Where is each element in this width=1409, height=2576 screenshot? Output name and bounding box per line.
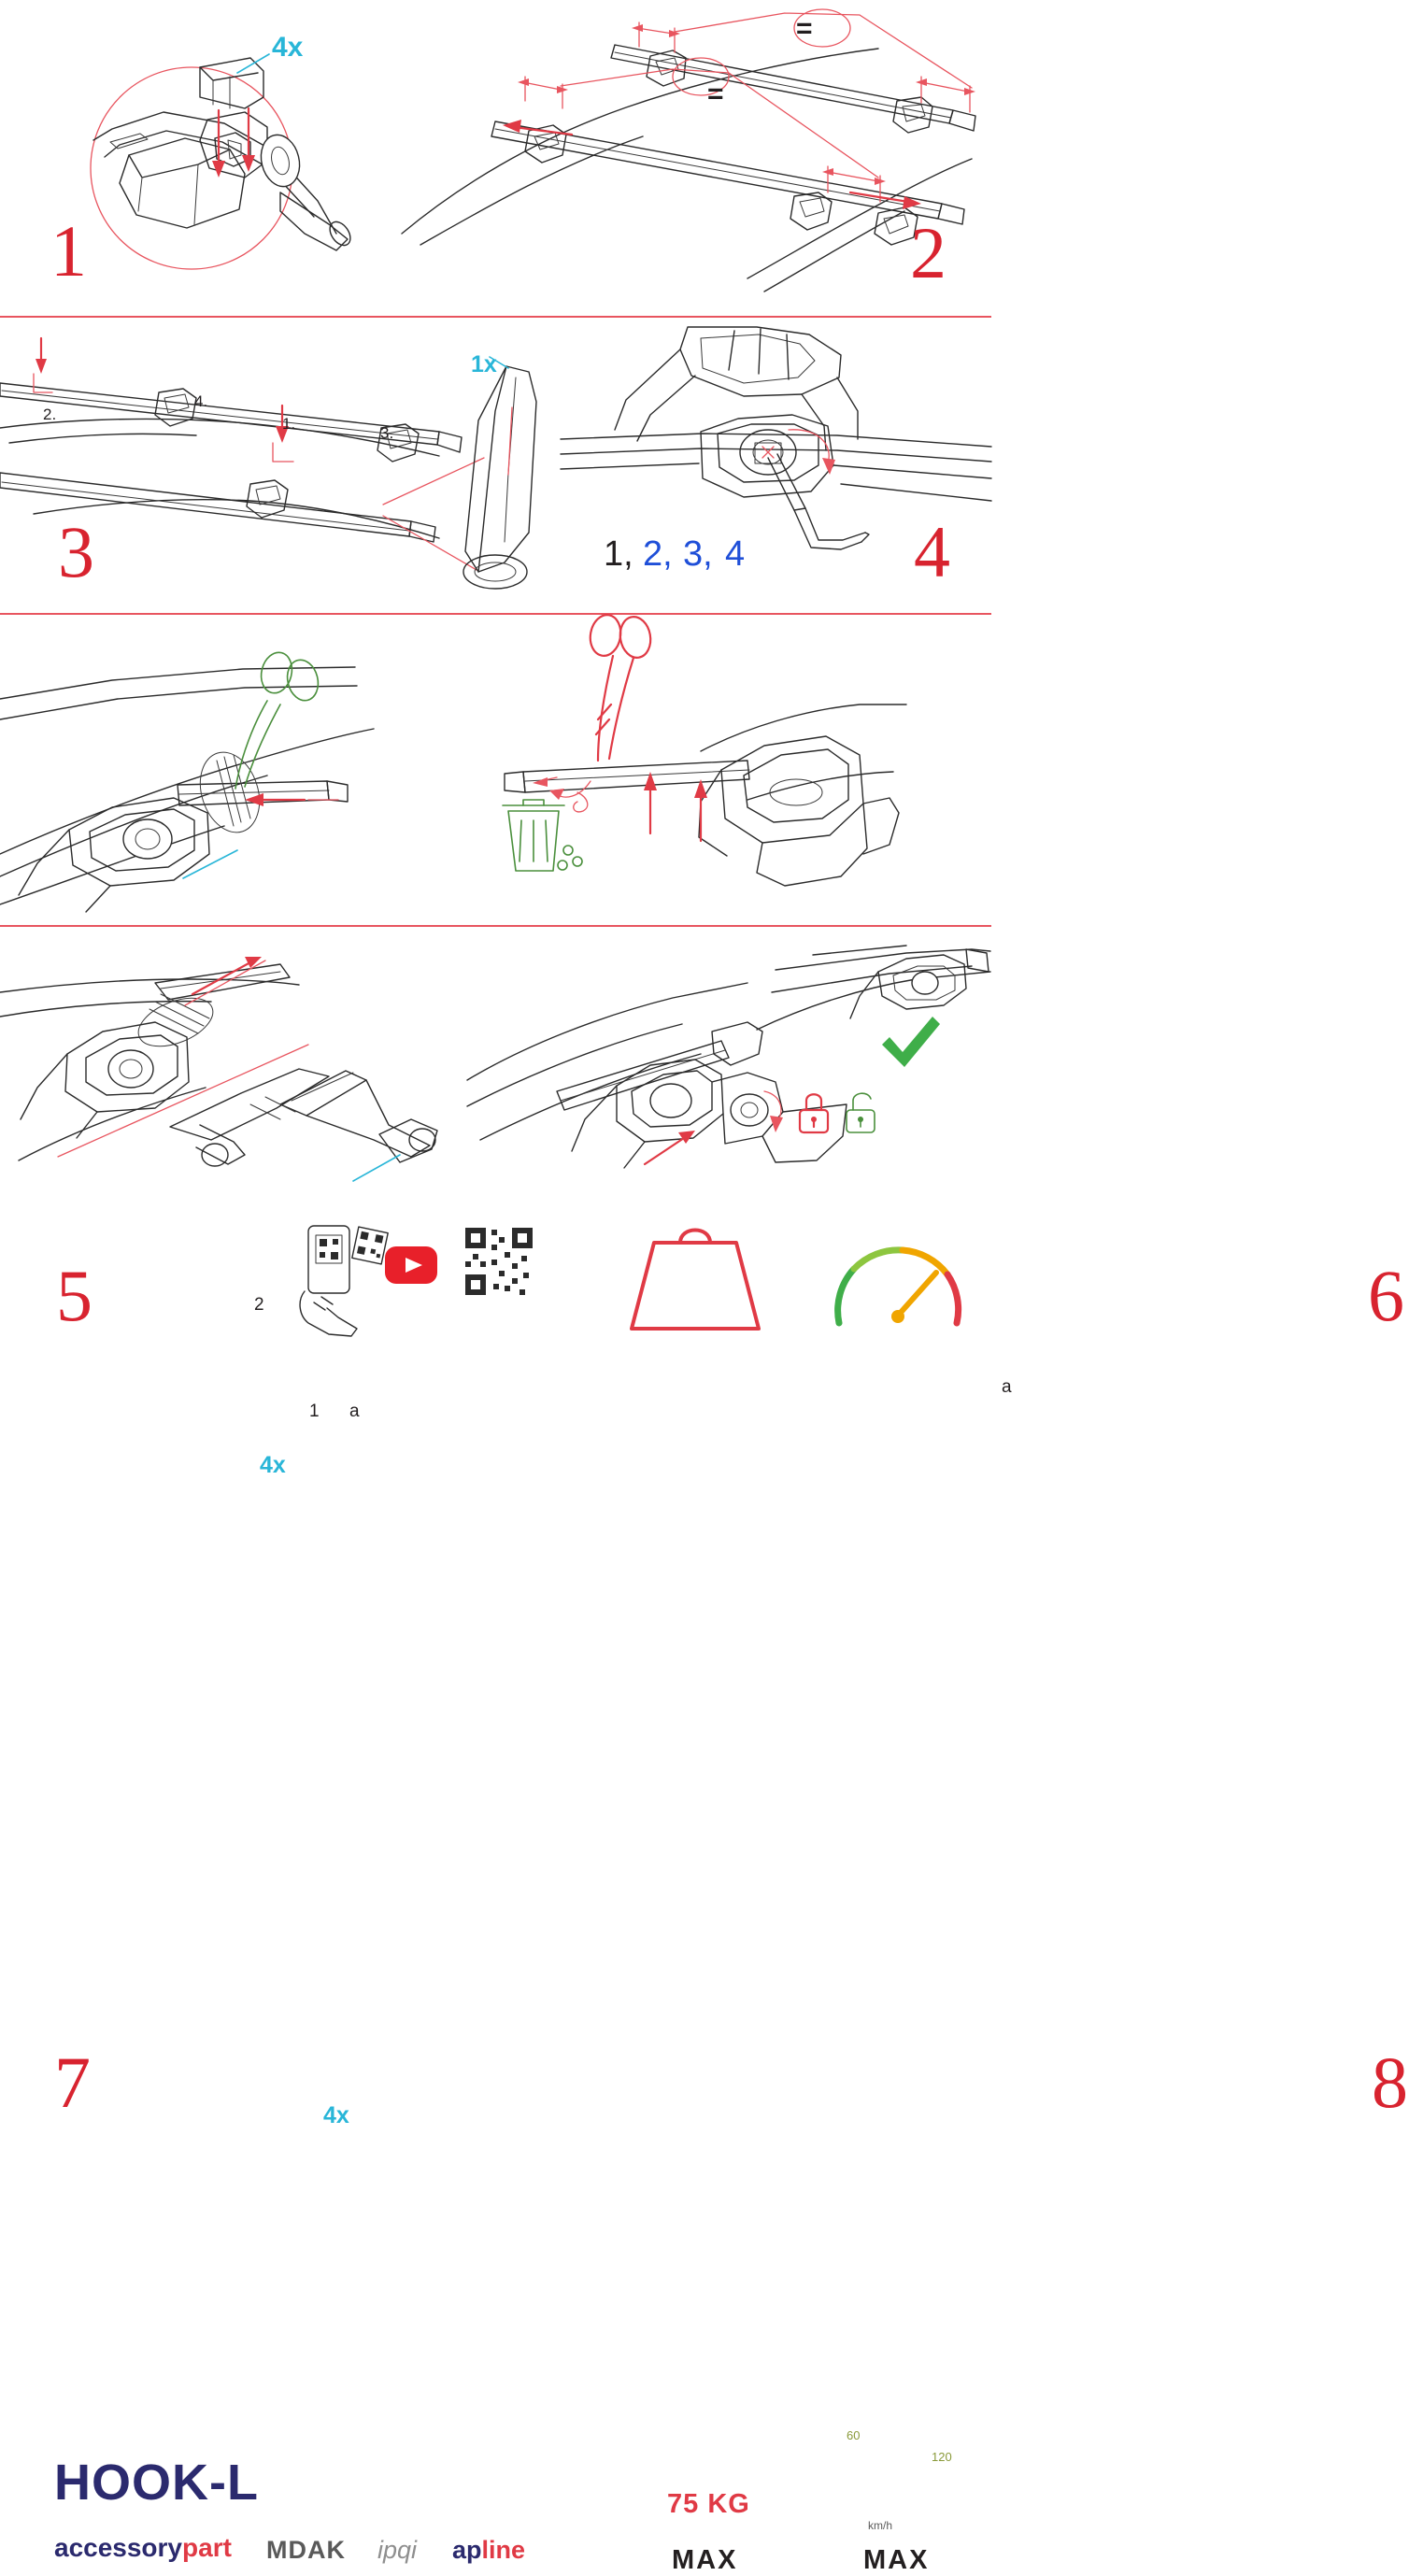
max-load-label: MAX	[672, 2545, 738, 2575]
step-6-illustration	[467, 615, 991, 925]
step-panel-7	[0, 927, 467, 2128]
partner-apline	[452, 2536, 525, 2565]
bolt-order-1: 1,	[604, 534, 633, 574]
step-7-illustration	[0, 927, 467, 1211]
seq-label-4: 4.	[194, 392, 208, 410]
down-arrow-red-icon-2	[242, 155, 255, 172]
offcut-label-a: a	[1002, 1377, 1012, 1397]
step-number-2: 2	[910, 212, 947, 293]
step-number-7: 7	[54, 2042, 92, 2123]
max-load-value: 75 KG	[667, 2489, 750, 2519]
phone-qr-scan-icon	[300, 1226, 388, 1336]
footer-icons	[0, 1211, 991, 1402]
trash-bin-green-icon	[503, 800, 582, 871]
bolt-order-3: 3,	[683, 534, 713, 574]
qr-code-icon	[465, 1228, 533, 1295]
step-number-3: 3	[58, 511, 95, 592]
part-a-label: a	[349, 1402, 360, 1421]
padlock-open-green-icon	[847, 1093, 875, 1132]
product-title: HOOK-L	[54, 2455, 259, 2511]
step-1-qty-label: 4x	[272, 32, 304, 63]
max-speed-label: MAX	[863, 2545, 930, 2575]
speed-tick-low: 60	[847, 2428, 861, 2442]
step-panel-1	[0, 0, 392, 316]
scissors-red-icon	[587, 613, 653, 761]
seq-label-3: 3.	[380, 424, 394, 442]
weight-icon	[632, 1231, 759, 1330]
step-number-4: 4	[914, 511, 951, 592]
step-number-8: 8	[1372, 2042, 1409, 2123]
step-panel-3	[0, 318, 561, 613]
step-panel-2	[392, 0, 991, 316]
measure-arrows	[518, 22, 975, 202]
step-5-illustration	[0, 615, 467, 925]
step-panel-4	[561, 318, 991, 613]
brand-accent: part	[182, 2533, 232, 2562]
apline-accent: line	[481, 2536, 526, 2564]
step-number-5: 5	[56, 1255, 93, 1336]
check-mark-green-icon	[882, 1017, 940, 1067]
padlock-closed-red-icon	[800, 1094, 828, 1132]
step-7-qty-label: 4x	[323, 2102, 349, 2128]
youtube-icon	[385, 1246, 437, 1284]
step-panel-6	[467, 615, 1405, 1397]
partner-mdak: MDAK	[266, 2536, 346, 2564]
step-8-illustration	[467, 927, 991, 1211]
brand-lockup	[54, 2533, 232, 2563]
step-5-qty-label: 4x	[260, 1452, 286, 1478]
bolt-order-2: 2,	[643, 534, 673, 574]
speed-unit-label: km/h	[868, 2519, 893, 2532]
seq-label-1: 1.	[282, 415, 296, 433]
step-2-illustration	[392, 0, 991, 316]
equal-label-2: =	[707, 78, 724, 109]
step-number-6: 6	[1368, 1255, 1405, 1336]
step-panel-8	[467, 927, 1409, 2123]
partner-ipqi: ipqi	[377, 2536, 418, 2564]
detail-label-2: 2	[254, 1295, 264, 1315]
seq-label-2: 2.	[43, 406, 57, 423]
speedometer-icon	[838, 1250, 959, 1323]
apline-prefix: ap	[452, 2536, 482, 2564]
equal-label-1: =	[796, 13, 813, 44]
step-panel-5	[0, 615, 467, 1478]
step-3-qty-label: 1x	[471, 351, 497, 377]
speed-tick-high: 120	[932, 2450, 952, 2464]
detail-label-1: 1	[309, 1402, 320, 1421]
brand-primary: accessory	[54, 2533, 183, 2562]
bolt-order-4: 4	[725, 534, 746, 574]
step-number-1: 1	[50, 210, 88, 292]
